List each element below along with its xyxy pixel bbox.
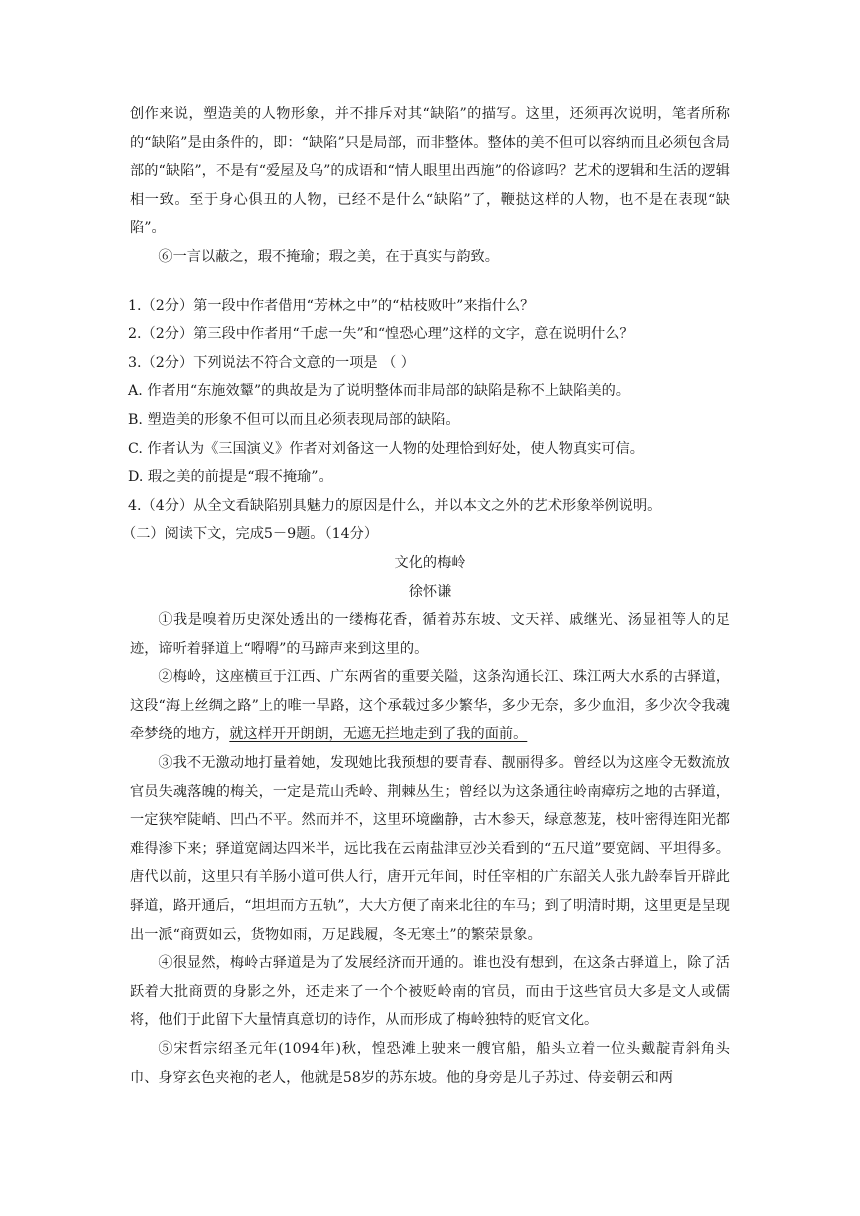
question-4: 4.（4分）从全文看缺陷别具魅力的原因是什么，并以本文之外的艺术形象举例说明。 xyxy=(128,497,662,514)
option-b: B. 塑造美的形象不但可以而且必须表现局部的缺陷。 xyxy=(128,411,460,428)
passage1-paragraph-end: 创作来说，塑造美的人物形象，并不排斥对其“缺陷”的描写。这里，还须再次说明，笔者所称的“缺陷”是由条件的，即：“缺陷”只是局部，而非整体。整体的美不但可以容纳而且必须包含局部的“缺陷”，不是有“爱屋及乌”的成语和“情人眼里出西施”的俗谚吗？艺术的逻辑和生活的逻辑相一致。至于身心俱丑的人物，已经不是什么“缺陷”了，鞭挞这样的人物，也不是在表现“缺陷”。 xyxy=(130,106,730,237)
option-a: A. 作者用“东施效颦”的典故是为了说明整体而非局部的缺陷是称不上缺陷美的。 xyxy=(128,383,630,400)
paragraph-2-text: ②梅岭，这座横亘于江西、广东两省的重要关隘，这条沟通长江、珠江两大水系的古驿道，这段“海上丝绸之路”上的唯一旱路，这个承载过多少繁华，多少无奈，多少血泪，多少次令我魂牵梦绕的地方， xyxy=(130,669,730,743)
passage2-paragraph-4: ④很显然，梅岭古驿道是为了发展经济而开通的。谁也没有想到，在这条古驿道上，除了活跃着大批商贾的身影之外，还走来了一个个被贬岭南的官员，而由于这些官员大多是文人或儒将，他们于此留下大量情真意切的诗作，从而形成了梅岭独特的贬官文化。 xyxy=(130,955,730,1029)
option-d: D. 瑕之美的前提是“瑕不掩瑜”。 xyxy=(128,469,333,486)
question-2: 2.（2分）第三段中作者用“千虑一失”和“惶恐心理”这样的文字，意在说明什么？ xyxy=(128,326,634,343)
passage2-paragraph-2 xyxy=(130,663,730,749)
article-author: 徐怀谦 xyxy=(408,583,452,600)
passage2-paragraph-3: ③我不无激动地打量着她，发现她比我预想的要青春、靓丽得多。曾经以为这座令无数流放官员失魂落魄的梅关，一定是荒山秃岭、荆棘丛生；曾经以为这条通往岭南瘴疠之地的古驿道，一定狭窄陡峭、凹凸不平。然而并不，这里环境幽静，古木参天，绿意葱茏，枝叶密得连阳光都难得渗下来；驿道宽阔达四米半，远比我在云南盐津豆沙关看到的“五尺道”要宽阔、平坦得多。唐代以前，这里只有羊肠小道可供人行，唐开元年间，时任宰相的广东韶关人张九龄奉旨开辟此驿道，路开通后，“坦坦而方五轨”，大大方便了南来北往的车马；到了明清时期，这里更是呈现出一派“商贾如云，货物如雨，万足践履，冬无寒土”的繁荣景象。 xyxy=(130,755,730,943)
question-3: 3.（2分）下列说法不符合文意的一项是 （ ） xyxy=(128,354,415,371)
section-heading: （二）阅读下文，完成5－9题。（14分） xyxy=(122,526,379,543)
spacer xyxy=(130,272,730,292)
underlined-sentence: 就这样开开朗朗，无遮无拦地走到了我的面前。 xyxy=(229,726,528,743)
option-c: C. 作者认为《三国演义》作者对刘备这一人物的处理恰到好处，使人物真实可信。 xyxy=(128,440,644,457)
passage2-paragraph-5: ⑤宋哲宗绍圣元年(1094年)秋，惶恐滩上驶来一艘官船，船头立着一位头戴靛青斜角头巾、身穿玄色夹袍的老人，他就是58岁的苏东坡。他的身旁是儿子苏过、侍妾朝云和两 xyxy=(130,1041,730,1086)
passage2-paragraph-1: ①我是嗅着历史深处透出的一缕梅花香，循着苏东坡、文天祥、戚继光、汤显祖等人的足迹，谛听着驿道上“嘚嘚”的马蹄声来到这里的。 xyxy=(130,612,730,657)
passage1-paragraph-6: ⑥一言以蔽之，瑕不掩瑜；瑕之美，在于真实与韵致。 xyxy=(158,248,499,265)
article-title: 文化的梅岭 xyxy=(394,554,466,571)
document-page xyxy=(122,100,730,1092)
question-1: 1.（2分）第一段中作者借用“芳林之中”的“枯枝败叶”来指什么？ xyxy=(128,297,535,314)
